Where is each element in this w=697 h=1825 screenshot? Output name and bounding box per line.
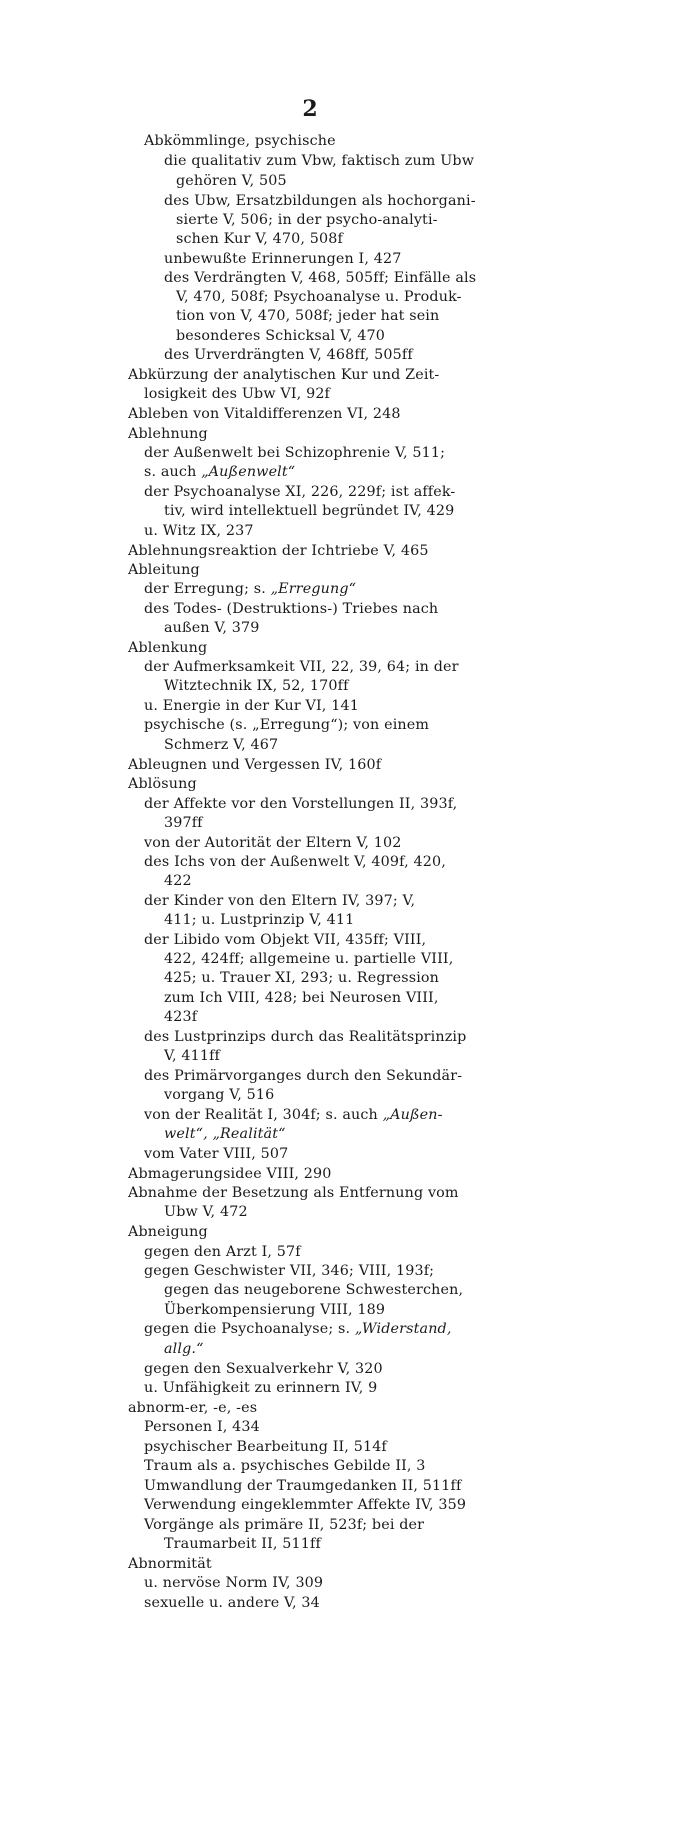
index-line: [128, 385, 584, 403]
index-line-text: psychischer Bearbeitung II, 514f: [144, 1439, 387, 1455]
index-line: [128, 892, 584, 910]
index-line: [128, 853, 584, 871]
index-line-text: außen V, 379: [164, 620, 260, 636]
index-line: [128, 250, 604, 268]
index-line-text: Abnormität: [128, 1556, 212, 1572]
index-line-text: 397ff: [164, 815, 203, 831]
index-line-text: V, 470, 508f; Psychoanalyse u. Produk-: [176, 289, 462, 305]
index-line-text: gehören V, 505: [176, 173, 287, 189]
index-line: [128, 1301, 604, 1319]
index-line-text: Traumarbeit II, 511ff: [164, 1536, 321, 1552]
index-line: [128, 931, 584, 949]
index-line-text: Ablenkung: [128, 640, 208, 656]
index-line: [128, 132, 584, 150]
index-line: [128, 716, 584, 734]
index-line: [128, 1008, 604, 1026]
index-line-text: u. nervöse Norm IV, 309: [144, 1575, 324, 1591]
index-line-text: Abmagerungsidee VIII, 290: [128, 1166, 332, 1182]
index-line: [128, 697, 584, 715]
index-line: [128, 444, 584, 462]
index-line-text: Ableitung: [128, 562, 200, 578]
index-line: [128, 1360, 584, 1378]
index-line-text: Ubw V, 472: [164, 1204, 248, 1220]
index-line: [128, 969, 604, 987]
index-line-text: V, 411ff: [164, 1048, 220, 1064]
index-line-text: Ablösung: [128, 776, 197, 792]
index-line: [128, 192, 604, 210]
index-line-text: u. Witz IX, 237: [144, 523, 254, 539]
index-line-text: Ableugnen und Vergessen IV, 160f: [128, 757, 382, 773]
index-line-crossref: „Außen-: [382, 1107, 443, 1123]
index-line-text: abnorm-er, -e, -es: [128, 1400, 258, 1416]
index-line: [128, 1203, 604, 1221]
index-line: [128, 463, 584, 481]
index-line: [128, 775, 568, 793]
index-line: [128, 1574, 584, 1592]
index-line-text: des Urverdrängten V, 468ff, 505ff: [164, 347, 413, 363]
index-line: [128, 658, 584, 676]
index-line-text: gegen das neugeborene Schwesterchen,: [164, 1282, 464, 1298]
index-line-text: Verwendung eingeklemmter Affekte IV, 359: [144, 1497, 467, 1513]
index-line-text: Abnahme der Besetzung als Entfernung vom: [128, 1185, 459, 1201]
index-line: [128, 677, 604, 695]
index-line-text: der Kinder von den Eltern IV, 397; V,: [144, 893, 416, 909]
index-line-text: vom Vater VIII, 507: [144, 1146, 289, 1162]
index-line: [128, 834, 584, 852]
index-line: [128, 1418, 584, 1436]
index-line-text: des Todes- (Destruktions-) Triebes nach: [144, 601, 439, 617]
index-line: [128, 1399, 568, 1417]
index-line-text: Personen I, 434: [144, 1419, 260, 1435]
index-line-text: gegen den Arzt I, 57f: [144, 1244, 301, 1260]
index-line: [128, 795, 584, 813]
index-line-text: 422: [164, 873, 192, 889]
index-line-text: von der Realität I, 304f; s. auch: [144, 1107, 383, 1123]
index-line: [128, 1496, 584, 1514]
index-line-text: des Primärvorganges durch den Sekundär-: [144, 1068, 463, 1084]
index-line: [128, 1594, 584, 1612]
index-line-text: psychische (s. „Erregung“); von einem: [144, 717, 430, 733]
index-line: [128, 1379, 584, 1397]
index-line: [128, 327, 616, 345]
index-line: [128, 1477, 584, 1495]
index-line-text: u. Unfähigkeit zu erinnern IV, 9: [144, 1380, 378, 1396]
index-line: [128, 1125, 604, 1143]
index-line-text: der Aufmerksamkeit VII, 22, 39, 64; in der: [144, 659, 459, 675]
index-line: [128, 522, 584, 540]
index-line: [128, 542, 568, 560]
index-line: [128, 580, 584, 598]
index-line: [128, 1106, 584, 1124]
index-line: [128, 600, 584, 618]
index-line: [128, 483, 584, 501]
index-line-text: der Affekte vor den Vorstellungen II, 393f,: [144, 796, 458, 812]
index-line-text: sexuelle u. andere V, 34: [144, 1595, 320, 1611]
index-line-text: die qualitativ zum Vbw, faktisch zum Ubw: [164, 153, 475, 169]
index-line-text: Ablehnung: [128, 426, 208, 442]
index-line: [128, 872, 604, 890]
index-line: [128, 1438, 584, 1456]
index-line: [128, 211, 616, 229]
index-line: [128, 1145, 584, 1163]
index-line-text: der Libido vom Objekt VII, 435ff; VIII,: [144, 932, 427, 948]
index-line: [128, 230, 616, 248]
index-line: [128, 736, 604, 754]
index-line: [128, 1223, 568, 1241]
index-line-text: gegen Geschwister VII, 346; VIII, 193f;: [144, 1263, 435, 1279]
index-line-text: zum Ich VIII, 428; bei Neurosen VIII,: [164, 990, 439, 1006]
index-line-text: gegen die Psychoanalyse; s.: [144, 1321, 355, 1337]
index-line: [128, 1281, 604, 1299]
index-line-text: gegen den Sexualverkehr V, 320: [144, 1361, 383, 1377]
index-line: [128, 639, 568, 657]
index-line-text: Umwandlung der Traumgedanken II, 511ff: [144, 1478, 462, 1494]
index-line-text: Abkürzung der analytischen Kur und Zeit-: [128, 367, 440, 383]
index-line-text: des Ichs von der Außenwelt V, 409f, 420,: [144, 854, 446, 870]
index-line-text: der Psychoanalyse XI, 226, 229f; ist affek-: [144, 484, 456, 500]
index-line: [128, 989, 604, 1007]
index-line-text: von der Autorität der Eltern V, 102: [144, 835, 402, 851]
index-line-text: Überkompensierung VIII, 189: [164, 1302, 386, 1318]
index-line: [128, 1535, 604, 1553]
index-line: [128, 502, 604, 520]
index-line: [128, 561, 568, 579]
index-line-text: Ablehnungsreaktion der Ichtriebe V, 465: [128, 543, 429, 559]
index-line: [128, 950, 604, 968]
index-line-text: des Verdrängten V, 468, 505ff; Einfälle als: [164, 270, 477, 286]
index-line-text: Traum als a. psychisches Gebilde II, 3: [144, 1458, 426, 1474]
index-line: [128, 1555, 568, 1573]
index-line: [128, 269, 604, 287]
index-line: [128, 152, 604, 170]
index-line-text: schen Kur V, 470, 508f: [176, 231, 343, 247]
index-line-text: sierte V, 506; in der psycho-analyti-: [176, 212, 438, 228]
index-line: [128, 1086, 604, 1104]
index-line-text: des Lustprinzips durch das Realitätsprinzip: [144, 1029, 467, 1045]
index-line-text: unbewußte Erinnerungen I, 427: [164, 251, 402, 267]
index-line: [128, 1047, 604, 1065]
index-line: [128, 619, 604, 637]
index-line-text: des Ubw, Ersatzbildungen als hochorgani-: [164, 193, 476, 209]
index-line: [128, 346, 604, 364]
index-line-crossref: „Außenwelt“: [201, 464, 296, 480]
index-line-text: tiv, wird intellektuell begründet IV, 429: [164, 503, 455, 519]
index-line: [128, 1184, 568, 1202]
index-line-text: Abneigung: [128, 1224, 208, 1240]
index-line-text: vorgang V, 516: [164, 1087, 275, 1103]
index-line-text: 422, 424ff; allgemeine u. partielle VIII,: [164, 951, 454, 967]
index-line-text: 411; u. Lustprinzip V, 411: [164, 912, 355, 928]
index-line: [128, 1516, 584, 1534]
index-line: [128, 1262, 584, 1280]
index-line: [128, 1067, 584, 1085]
index-line: [128, 1457, 584, 1475]
index-line: [128, 911, 604, 929]
index-line-text: Vorgänge als primäre II, 523f; bei der: [144, 1517, 425, 1533]
index-line-text: Schmerz V, 467: [164, 737, 279, 753]
index-line-text: der Erregung; s.: [144, 581, 271, 597]
index-line-crossref: welt“, „Realität“: [164, 1126, 286, 1142]
index-line-text: 423f: [164, 1009, 198, 1025]
index-line-text: Witztechnik IX, 52, 170ff: [164, 678, 349, 694]
index-line: [128, 1340, 604, 1358]
index-line-text: der Außenwelt bei Schizophrenie V, 511;: [144, 445, 446, 461]
index-line: [128, 1320, 584, 1338]
index-line-text: s. auch: [144, 464, 202, 480]
index-line-text: besonderes Schicksal V, 470: [176, 328, 386, 344]
index-line-text: tion von V, 470, 508f; jeder hat sein: [176, 308, 440, 324]
index-line: [128, 814, 604, 832]
index-line-crossref: „Widerstand,: [354, 1321, 452, 1337]
index-line: [128, 307, 616, 325]
index-line-text: u. Energie in der Kur VI, 141: [144, 698, 359, 714]
index-line: [128, 425, 568, 443]
index-line: [128, 1165, 568, 1183]
index-line-crossref: allg.“: [164, 1341, 204, 1357]
page-number: 2: [302, 96, 318, 122]
index-line: [128, 405, 568, 423]
index-line-text: losigkeit des Ubw VI, 92f: [144, 386, 331, 402]
index-line: [128, 1028, 584, 1046]
index-line: [128, 366, 568, 384]
index-line-crossref: „Erregung“: [270, 581, 357, 597]
index-line-text: Ableben von Vitaldifferenzen VI, 248: [128, 406, 401, 422]
index-line: [128, 756, 568, 774]
index-line: [128, 288, 616, 306]
index-line-text: Abkömmlinge, psychische: [144, 133, 336, 149]
index-line: [128, 1243, 584, 1261]
index-line: [128, 172, 616, 190]
index-line-text: 425; u. Trauer XI, 293; u. Regression: [164, 970, 440, 986]
